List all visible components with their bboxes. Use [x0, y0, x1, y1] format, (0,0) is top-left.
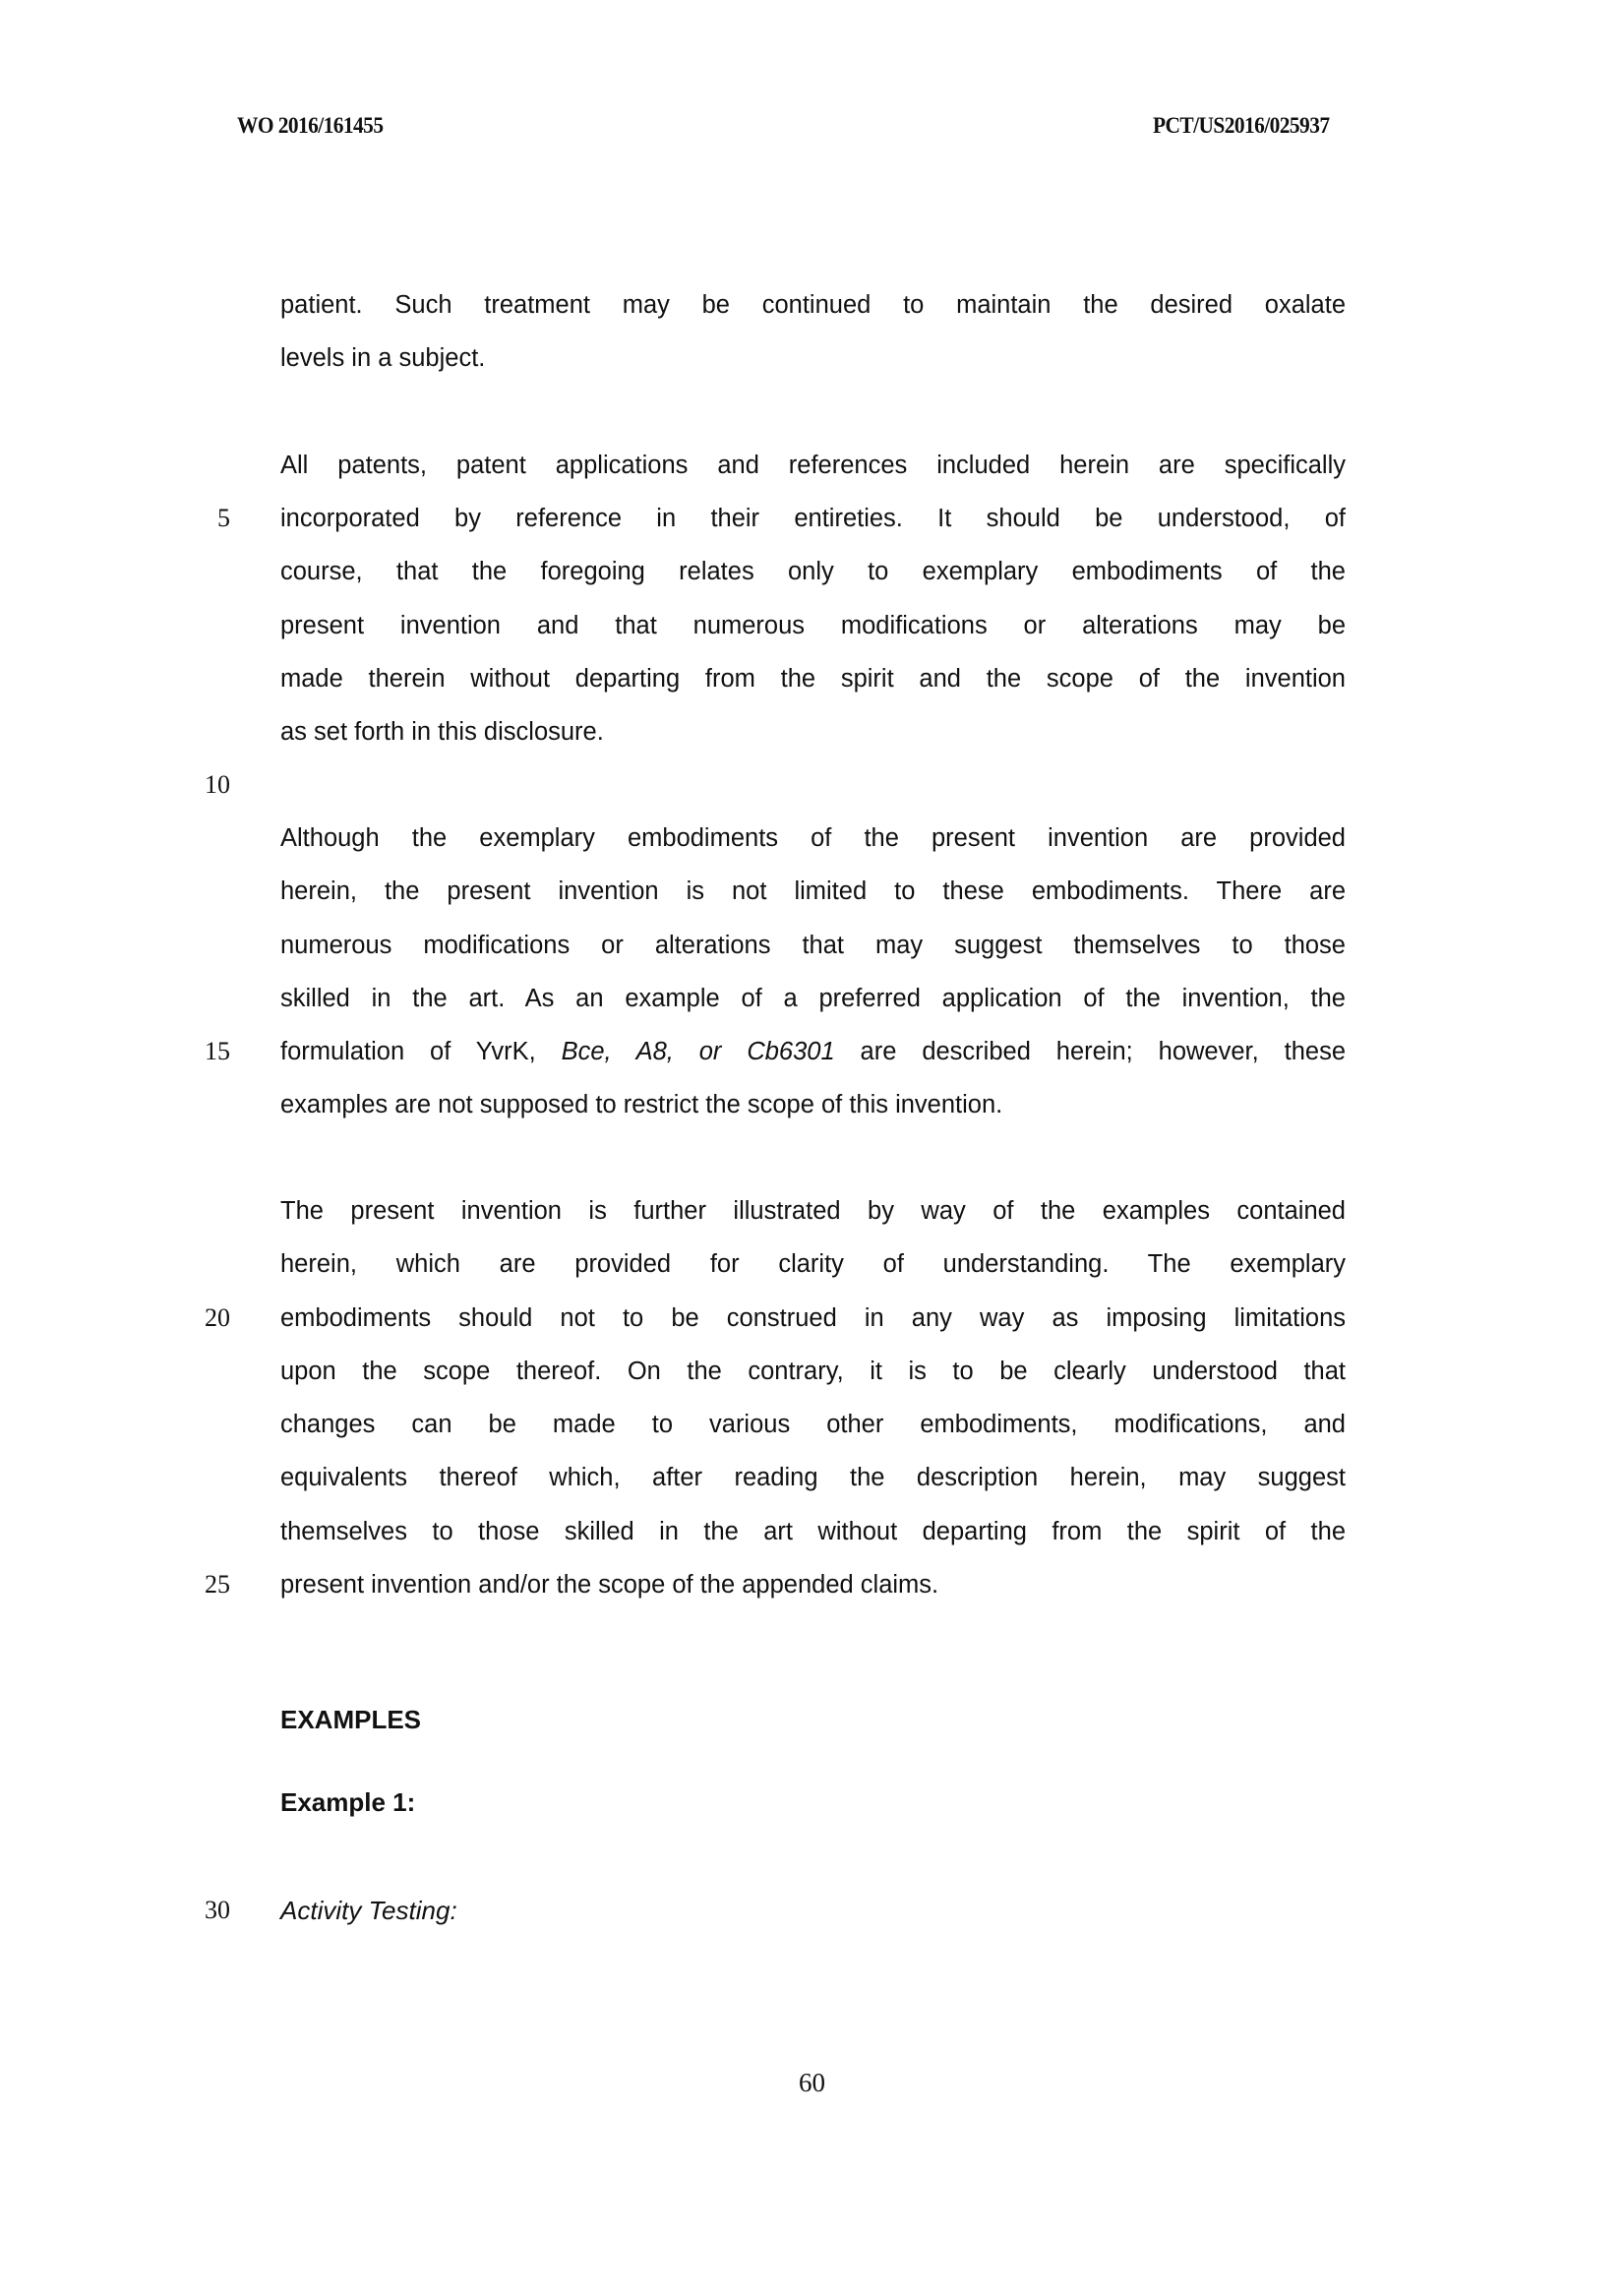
- text-line: incorporated by reference in their entireties. It should be understood, of: [280, 505, 1346, 532]
- text-line: skilled in the art. As an example of a preferred application of the invention, the: [280, 985, 1346, 1012]
- text-line: embodiments should not to be construed in any way as imposing limitations: [280, 1304, 1346, 1332]
- text-line: present invention and/or the scope of the appended claims.: [280, 1571, 939, 1599]
- page-number: 60: [799, 2068, 825, 2097]
- text-line: upon the scope thereof. On the contrary, it is to be clearly understood that: [280, 1358, 1346, 1385]
- text-line: Although the exemplary embodiments of the present invention are provided: [280, 824, 1346, 852]
- line-number: 5: [217, 504, 230, 532]
- text-segment: formulation of YvrK,: [280, 1038, 562, 1065]
- line-number: 10: [205, 770, 230, 799]
- text-line: The present invention is further illustrated by way of the examples contained: [280, 1197, 1346, 1225]
- line-number: 25: [205, 1570, 230, 1599]
- application-number: PCT/US2016/025937: [1153, 113, 1330, 138]
- text-line: equivalents thereof which, after reading the description herein, may suggest: [280, 1464, 1346, 1491]
- text-line: All patents, patent applications and references included herein are specifically: [280, 452, 1346, 479]
- text-line: herein, the present invention is not limited to these embodiments. There are: [280, 877, 1346, 905]
- text-line: present invention and that numerous modifications or alterations may be: [280, 612, 1346, 639]
- text-line: numerous modifications or alterations that may suggest themselves to those: [280, 932, 1346, 959]
- text-line-with-italic: [280, 1034, 1346, 1069]
- line-number: 30: [205, 1896, 230, 1924]
- text-line: herein, which are provided for clarity of understanding. The exemplary: [280, 1250, 1346, 1278]
- section-heading: EXAMPLES: [280, 1705, 422, 1734]
- text-line: examples are not supposed to restrict the scope of this invention.: [280, 1091, 1003, 1118]
- line-number: 20: [205, 1303, 230, 1332]
- example-title: Example 1:: [280, 1787, 416, 1817]
- text-line: as set forth in this disclosure.: [280, 718, 604, 746]
- text-line: course, that the foregoing relates only to exemplary embodiments of the: [280, 558, 1346, 585]
- publication-number: WO 2016/161455: [237, 113, 384, 138]
- text-line: made therein without departing from the spirit and the scope of the invention: [280, 665, 1346, 693]
- line-number: 15: [205, 1037, 230, 1065]
- text-segment: are described herein; however, these: [834, 1038, 1346, 1065]
- italic-strain-names: Bce, A8, or Cb6301: [561, 1038, 835, 1065]
- text-line: changes can be made to various other embodiments, modifications, and: [280, 1411, 1346, 1438]
- subheading: Activity Testing:: [280, 1896, 457, 1925]
- text-line: levels in a subject.: [280, 344, 486, 372]
- text-line: themselves to those skilled in the art without departing from the spirit of the: [280, 1518, 1346, 1545]
- text-line: patient. Such treatment may be continued to maintain the desired oxalate: [280, 291, 1346, 319]
